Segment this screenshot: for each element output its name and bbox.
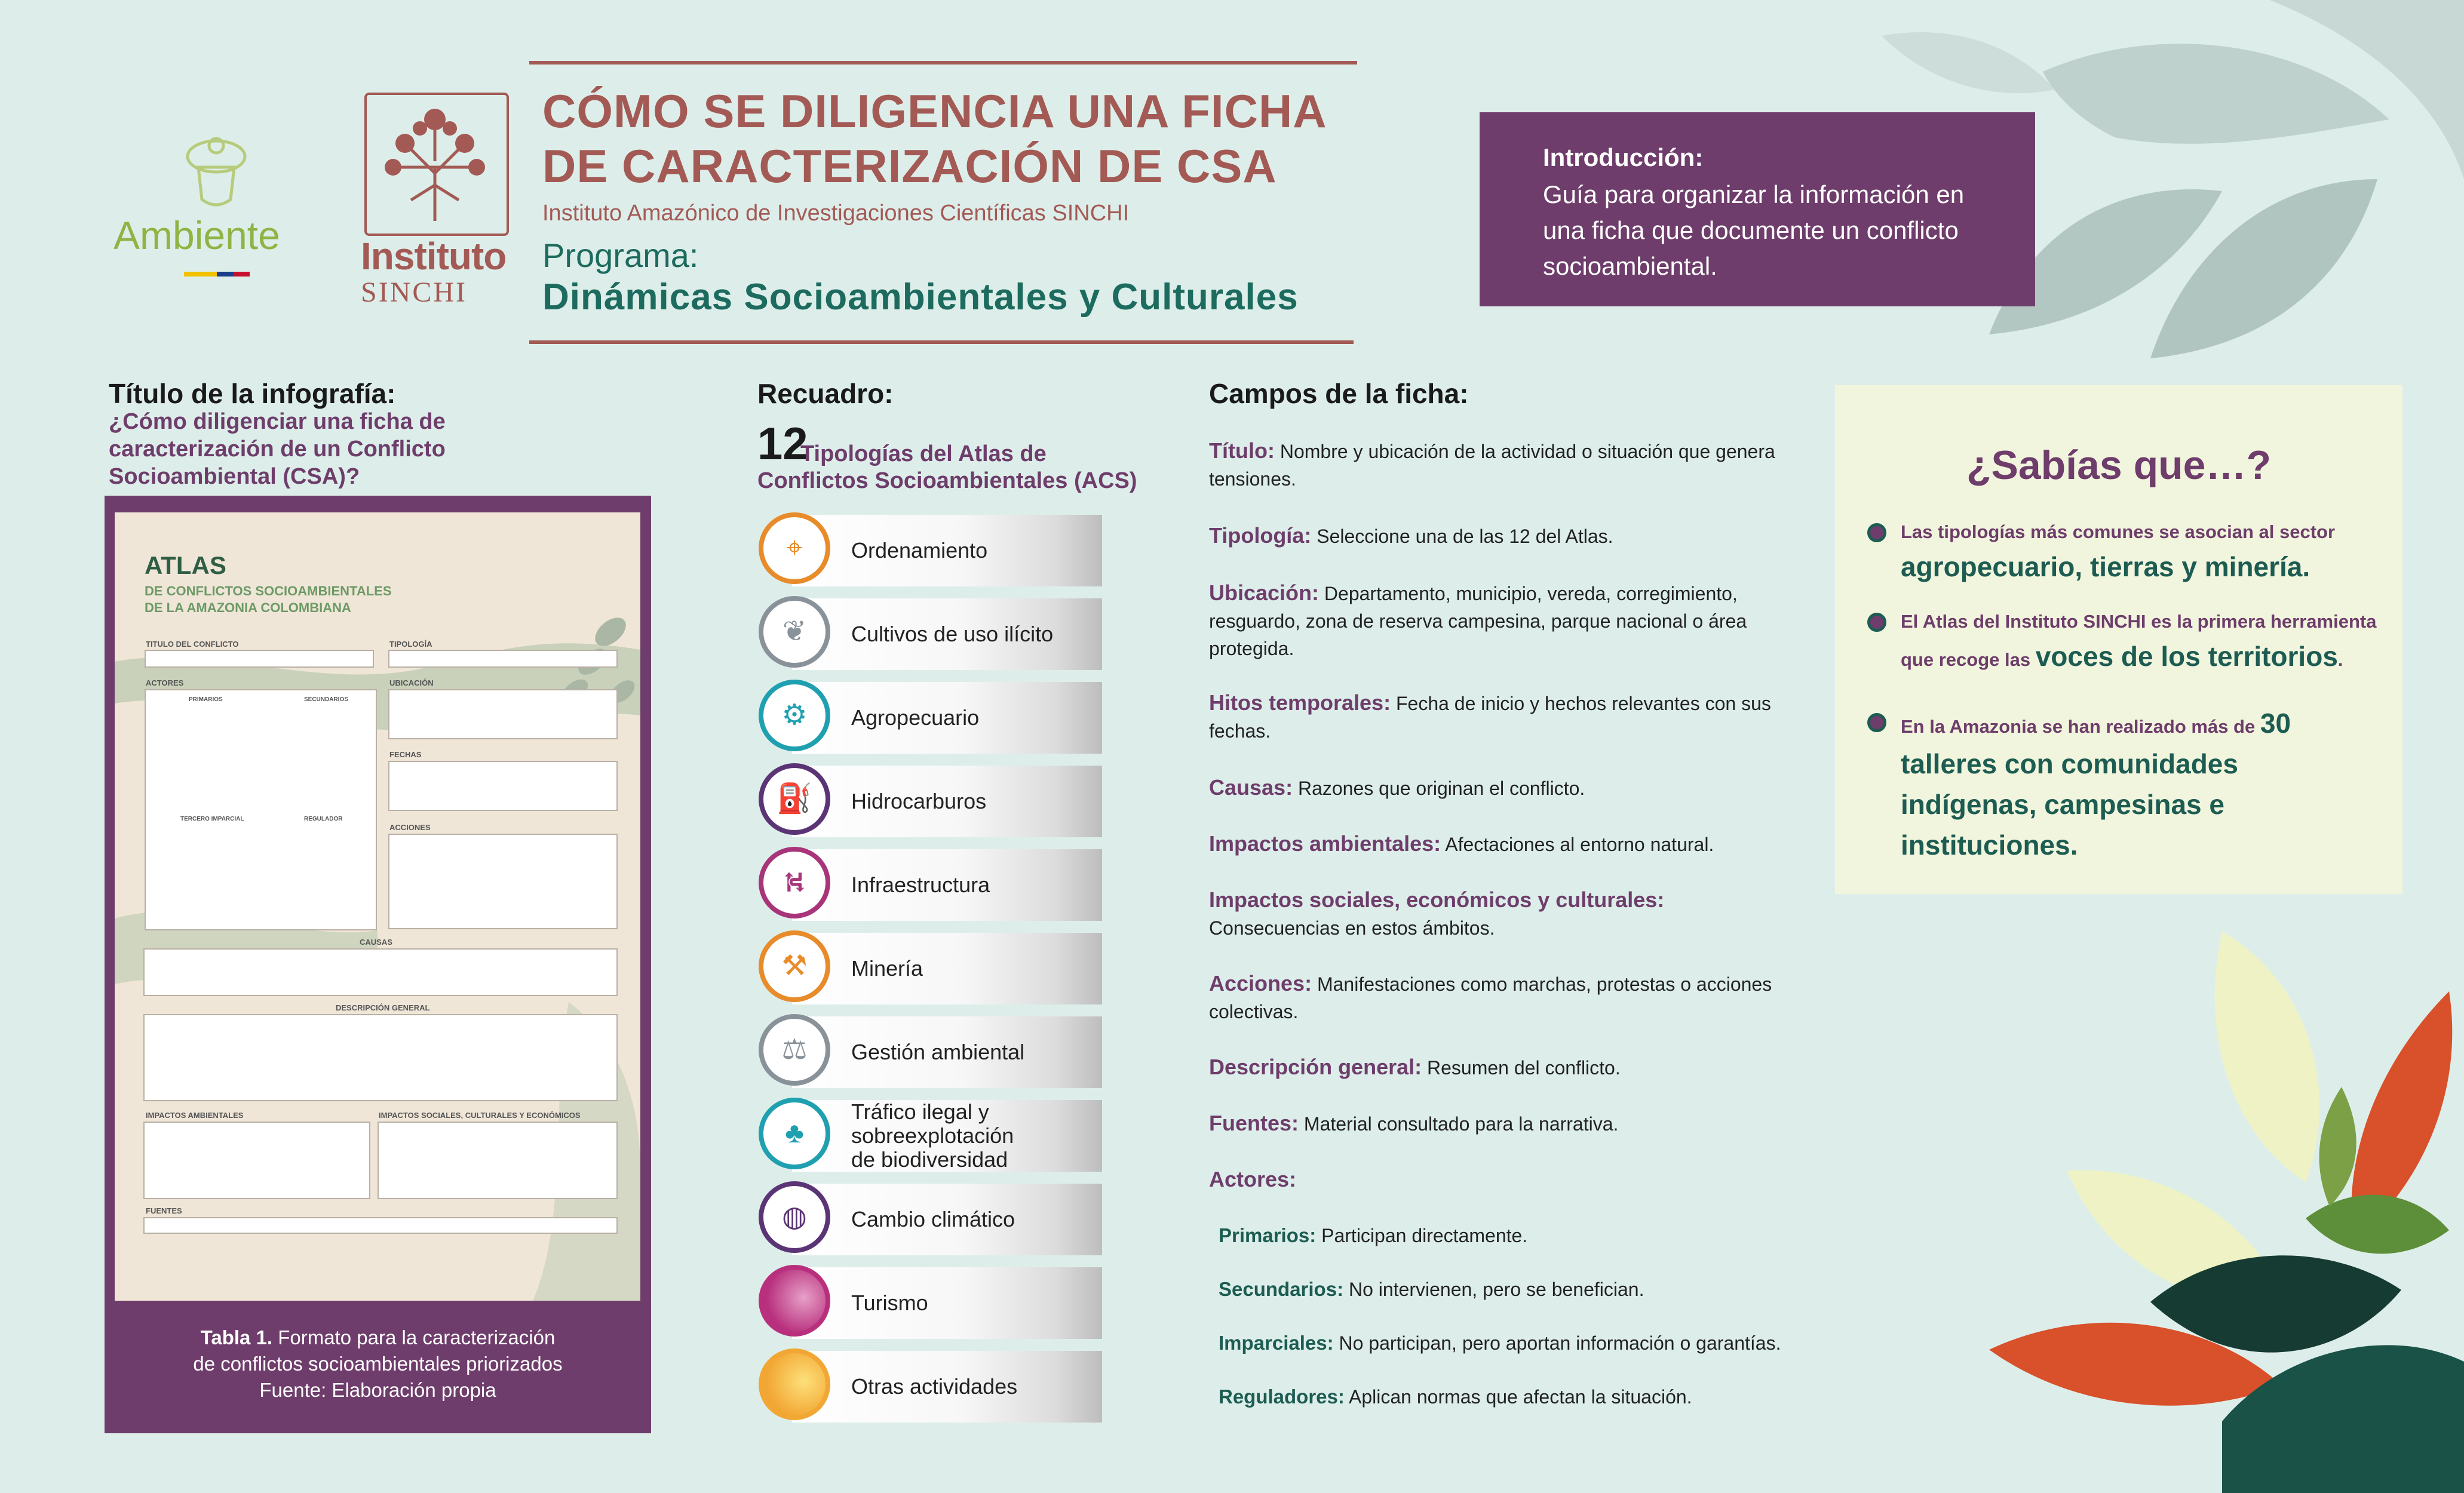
typology-label: Agropecuario [851, 705, 980, 730]
program-name: Dinámicas Socioambientales y Culturales [542, 277, 1299, 318]
road-icon: ⛕ [784, 867, 805, 898]
typology-item-otras [759, 1348, 1102, 1425]
form-label-impactos-soc: IMPACTOS SOCIALES, CULTURALES Y ECONÓMICOS [379, 1111, 581, 1120]
did-you-know-item-1 [1901, 515, 2379, 588]
typology-icon-circle [759, 847, 830, 918]
campo-text: Manifestaciones como marchas, protestas o acciones colectivas. [1209, 973, 1772, 1022]
campo-actores [1209, 1166, 1782, 1194]
globe-icon: ◍ [782, 1201, 807, 1233]
campo-causas [1209, 774, 1782, 802]
typology-icon-circle [759, 512, 830, 584]
typology-item-trafico [759, 1098, 1102, 1174]
campo-key: Impactos sociales, económicos y culturales: [1209, 887, 1665, 912]
fact-3-number: 30 [2260, 708, 2291, 739]
form-label-tipologia: TIPOLOGÍA [389, 640, 432, 649]
intro-title: Introducción: [1543, 143, 1704, 171]
typology-label: Otras actividades [851, 1374, 1018, 1399]
campo-key: Causas: [1209, 775, 1293, 800]
form-label-causas: CAUSAS [360, 938, 392, 947]
campo-key: Actores: [1209, 1167, 1297, 1191]
form-caption-bold: Tabla 1. [200, 1326, 273, 1348]
typology-bar [792, 933, 1102, 1004]
campo-text: Fecha de inicio y hechos relevantes con sus fechas. [1209, 693, 1771, 742]
form-label-titulo: TITULO DEL CONFLICTO [146, 640, 239, 649]
campo-impactos-soc [1209, 886, 1782, 942]
recuadro-heading: Recuadro: [757, 378, 894, 409]
form-field-impactos-soc[interactable] [378, 1122, 618, 1199]
typology-item-ordenamiento [759, 512, 1102, 589]
form-atlas-subtitle-line-2: DE LA AMAZONIA COLOMBIANA [145, 600, 351, 615]
colombia-flag-stripe [184, 272, 250, 277]
form-caption-line-3: Fuente: Elaboración propia [259, 1379, 496, 1401]
fact-1-text: Las tipologías más comunes se asocian al sector [1901, 521, 2336, 542]
typology-icon-circle [759, 1181, 830, 1253]
typology-icon-circle [759, 1348, 830, 1420]
bullet-icon [1867, 713, 1886, 732]
typology-icon-circle [759, 1098, 830, 1169]
typology-label: Minería [851, 956, 923, 981]
form-label-fechas: FECHAS [389, 750, 422, 759]
form-field-acciones[interactable] [388, 834, 618, 929]
page-title-line-1: CÓMO SE DILIGENCIA UNA FICHA [542, 85, 1327, 137]
campo-descripcion [1209, 1053, 1782, 1082]
form-label-descripcion: DESCRIPCIÓN GENERAL [336, 1003, 430, 1012]
form-field-fuentes[interactable] [143, 1217, 618, 1234]
typologies-count: 12 [757, 419, 808, 469]
scales-icon: ⚖ [781, 1034, 808, 1065]
typology-item-cultivos [759, 596, 1102, 672]
did-you-know-item-3 [1901, 705, 2379, 867]
actor-reguladores [1219, 1383, 1786, 1411]
infographic-question: ¿Cómo diligenciar una ficha de caracterización de un Conflicto Socioambiental (CSA)? [109, 409, 446, 489]
form-label-regulador: REGULADOR [304, 816, 343, 822]
map-pin-icon: ⌖ [786, 532, 803, 564]
campo-key: Hitos temporales: [1209, 690, 1391, 715]
leaf-icon: ❦ [782, 616, 807, 647]
form-field-tipologia[interactable] [388, 650, 618, 668]
campo-text: Resumen del conflicto. [1422, 1057, 1621, 1079]
typology-icon-circle [759, 1265, 830, 1337]
typology-item-gestion [759, 1014, 1102, 1090]
fact-2-text: El Atlas del Instituto SINCHI es la primera herramienta que recoge las [1901, 611, 2377, 670]
typology-item-cambio [759, 1181, 1102, 1258]
typology-item-hidrocarburos [759, 763, 1102, 840]
form-caption-line-2: de conflictos socioambientales priorizados [193, 1353, 563, 1375]
typology-label: Cultivos de uso ilícito [851, 622, 1054, 646]
ambiente-logo-text: Ambiente [113, 213, 280, 257]
actor-key: Primarios: [1219, 1224, 1317, 1246]
form-label-actores: ACTORES [146, 678, 184, 687]
typology-label: Infraestructura [851, 873, 990, 897]
header-top-rule [529, 61, 1357, 64]
form-atlas-subtitle [145, 583, 503, 616]
form-atlas-title: ATLAS [145, 551, 226, 579]
program-label: Programa: [542, 236, 699, 274]
fact-2-end: . [2337, 649, 2343, 670]
form-field-actores[interactable] [145, 689, 377, 930]
infographic-heading: Título de la infografía: [109, 378, 396, 409]
campo-key: Fuentes: [1209, 1111, 1299, 1135]
typology-label: Turismo [851, 1291, 928, 1315]
campo-key: Título: [1209, 438, 1275, 463]
bullet-icon [1867, 523, 1886, 542]
actor-secundarios [1219, 1276, 1786, 1303]
form-label-ubicacion: UBICACIÓN [389, 678, 434, 687]
campo-acciones [1209, 970, 1782, 1025]
intro-text: Guía para organizar la información en una ficha que documente un conflicto socioambiental. [1543, 180, 1965, 280]
header-bottom-rule [529, 340, 1354, 344]
tourism-icon [763, 1270, 826, 1332]
oil-pump-icon: ⛽ [777, 783, 812, 815]
mining-cart-icon: ⚒ [781, 950, 808, 982]
form-label-secundarios: SECUNDARIOS [304, 696, 348, 703]
campo-key: Tipología: [1209, 523, 1312, 548]
form-preview [115, 512, 640, 1301]
typologies-title-line-1: Tipologías del Atlas de [800, 441, 1047, 466]
campos-heading: Campos de la ficha: [1209, 378, 1469, 409]
campo-text: Departamento, municipio, vereda, corregimiento, resguardo, zona de reserva campesina, parque nacional o área protegida. [1209, 583, 1747, 659]
decorative-leaves-bottom-right [1971, 908, 2464, 1493]
campo-fuentes [1209, 1110, 1782, 1138]
form-field-descripcion[interactable] [143, 1014, 618, 1101]
typology-item-mineria [759, 930, 1102, 1007]
campo-hitos [1209, 689, 1782, 745]
form-field-ubicacion[interactable] [388, 689, 618, 739]
typology-icon-circle [759, 596, 830, 668]
campo-text: Afectaciones al entorno natural. [1441, 834, 1714, 855]
campo-text: Material consultado para la narrativa. [1299, 1113, 1619, 1135]
tractor-icon: ⚙ [781, 699, 808, 731]
actor-key: Secundarios: [1219, 1278, 1344, 1300]
typologies-title-line-2: Conflictos Socioambientales (ACS) [757, 468, 1137, 493]
tree-stump-icon: ♣ [785, 1117, 804, 1149]
form-atlas-subtitle-line-1: DE CONFLICTOS SOCIOAMBIENTALES [145, 583, 392, 598]
typology-label: Cambio climático [851, 1207, 1015, 1231]
actor-text: No intervienen, pero se benefician. [1343, 1279, 1644, 1300]
form-field-titulo[interactable] [145, 650, 374, 668]
fact-3-highlight: talleres con comunidades indígenas, campesinas e instituciones. [1901, 748, 2238, 861]
actor-text: No participan, pero aportan información o garantías. [1333, 1332, 1781, 1354]
campo-key: Impactos ambientales: [1209, 831, 1441, 856]
campo-tipologia [1209, 522, 1782, 550]
form-caption-line-1: Formato para la caracterización [272, 1326, 556, 1348]
colombia-coat-of-arms-icon [179, 133, 253, 211]
typology-label: Ordenamiento [851, 538, 988, 563]
did-you-know-title: ¿Sabías que…? [1966, 443, 2272, 488]
typology-item-agropecuario [759, 680, 1102, 756]
did-you-know-item-2 [1901, 604, 2379, 677]
actor-key: Reguladores: [1219, 1386, 1345, 1408]
actor-text: Participan directamente. [1316, 1225, 1528, 1246]
campo-impactos-amb [1209, 830, 1782, 858]
form-field-causas[interactable] [143, 948, 618, 996]
campo-text: Nombre y ubicación de la actividad o situación que genera tensiones. [1209, 441, 1775, 490]
form-field-impactos-amb[interactable] [143, 1122, 370, 1199]
fact-1-highlight: agropecuario, tierras y minería. [1901, 551, 2310, 582]
bullet-icon [1867, 613, 1886, 632]
actor-key: Imparciales: [1219, 1332, 1334, 1354]
campo-text: Seleccione una de las 12 del Atlas. [1311, 526, 1613, 547]
campo-key: Ubicación: [1209, 580, 1320, 605]
actor-imparciales [1219, 1329, 1786, 1357]
fact-3-text: En la Amazonia se han realizado más de [1901, 716, 2256, 737]
typology-label: Hidrocarburos [851, 789, 987, 813]
fact-2-highlight: voces de los territorios [2035, 641, 2338, 672]
form-label-fuentes: FUENTES [146, 1206, 182, 1215]
form-label-impactos-amb: IMPACTOS AMBIENTALES [146, 1111, 244, 1120]
typology-item-infraestructura [759, 847, 1102, 923]
campo-ubicacion [1209, 579, 1782, 662]
sinchi-logo-word-instituto: Instituto [361, 235, 507, 278]
actor-text: Aplican normas que afectan la situación. [1344, 1386, 1692, 1408]
typology-icon-circle [759, 763, 830, 835]
typology-icon-circle [759, 930, 830, 1002]
typology-icon-circle [759, 1014, 830, 1086]
sinchi-tree-icon [375, 102, 495, 225]
page-title-line-2: DE CARACTERIZACIÓN DE CSA [542, 140, 1277, 192]
typology-label: Tráfico ilegal y sobreexplotación de biodiversidad [851, 1099, 1014, 1172]
other-icon [763, 1353, 826, 1415]
sinchi-logo-word-sinchi: SINCHI [361, 277, 468, 308]
campo-text: Razones que originan el conflicto. [1293, 778, 1585, 799]
typology-item-turismo [759, 1265, 1102, 1341]
campo-text: Consecuencias en estos ámbitos. [1209, 917, 1495, 939]
campo-key: Acciones: [1209, 971, 1312, 996]
form-label-acciones: ACCIONES [389, 823, 431, 832]
form-caption [105, 1325, 651, 1403]
campo-key: Descripción general: [1209, 1055, 1422, 1079]
form-field-fechas[interactable] [388, 761, 618, 811]
typology-bar [792, 1267, 1102, 1339]
form-label-primarios: PRIMARIOS [189, 696, 223, 703]
institute-name: Instituto Amazónico de Investigaciones Científicas SINCHI [542, 201, 1130, 226]
typology-label: Gestión ambiental [851, 1040, 1025, 1064]
typology-icon-circle [759, 680, 830, 751]
page-title [542, 84, 1379, 193]
campo-titulo [1209, 437, 1782, 493]
form-label-tercero: TERCERO IMPARCIAL [180, 816, 244, 822]
actor-primarios [1219, 1222, 1786, 1249]
